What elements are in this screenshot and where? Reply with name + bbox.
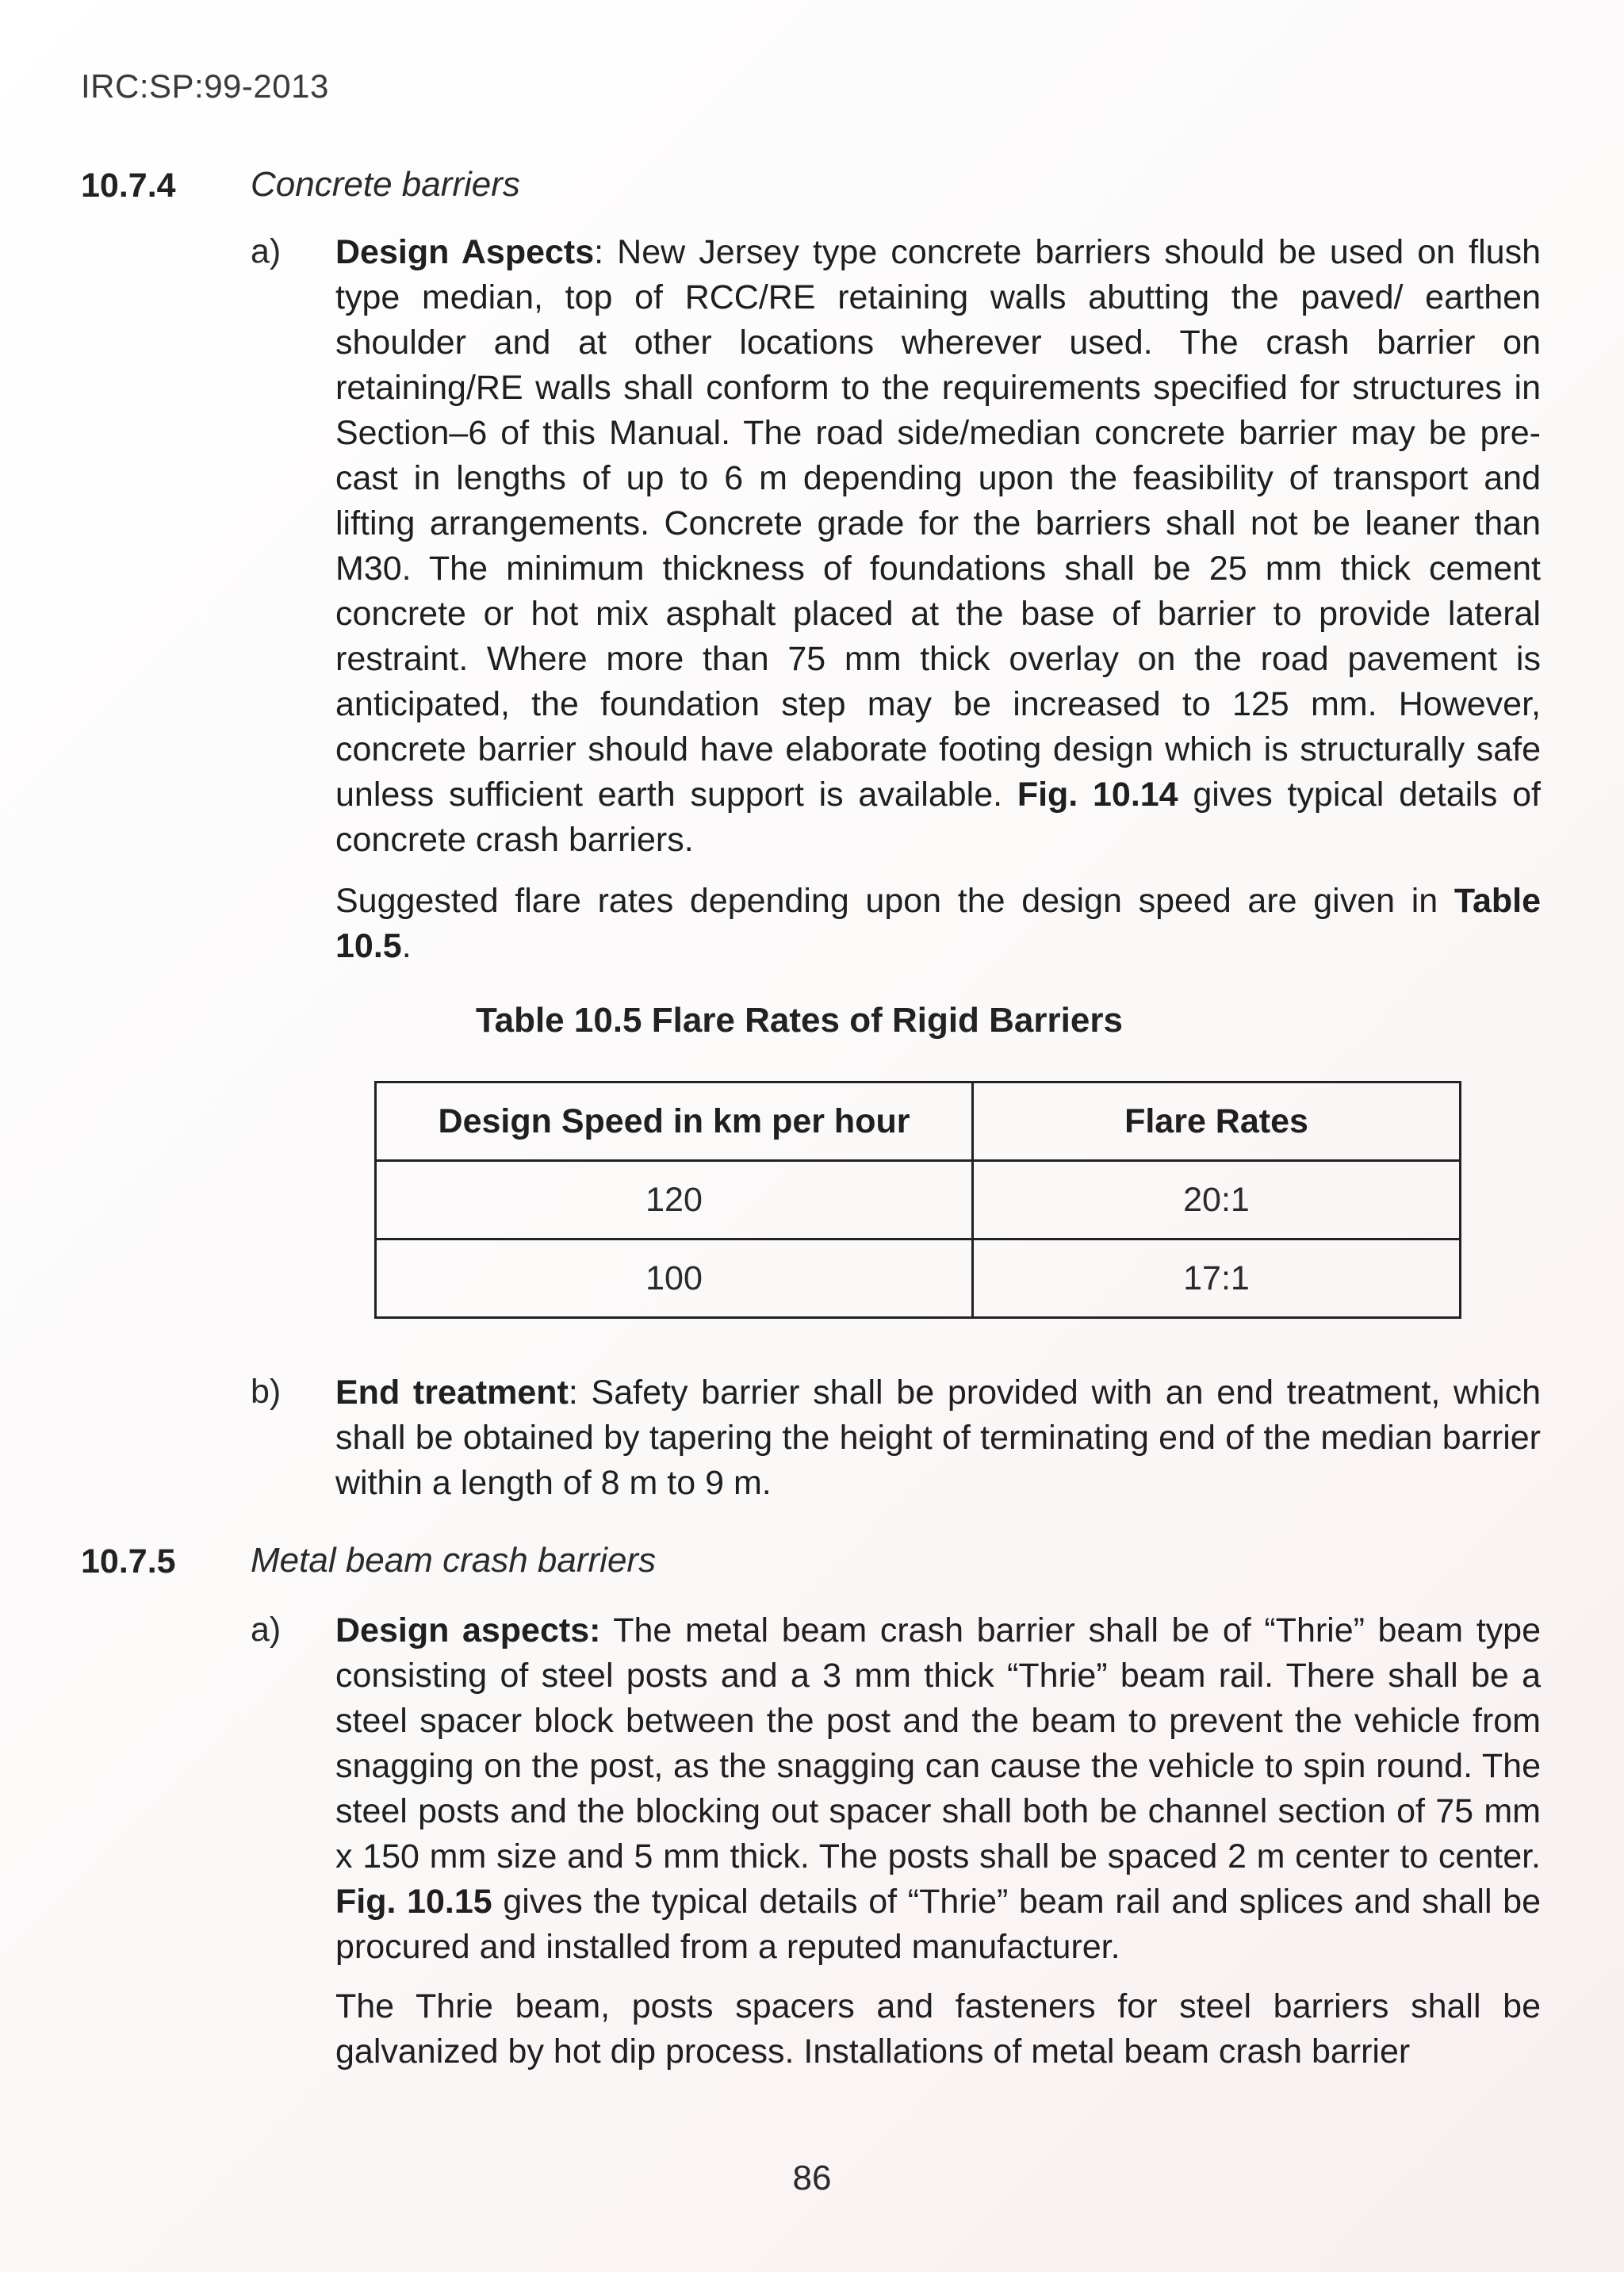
page-number: 86 xyxy=(792,2159,832,2197)
para-text-tail: gives the typical details of “Thrie” beam rail and splices and shall be procured and installed from a reputed manufacturer. xyxy=(335,1883,1541,1966)
para-text-tail: . xyxy=(401,927,412,965)
table-row xyxy=(376,1239,1461,1318)
para-lead: End treatment xyxy=(335,1374,569,1412)
section-number: 10.7.5 xyxy=(81,1542,176,1580)
para-text: : New Jersey type concrete barriers should be used on flush type median, top of RCC/RE retaining walls abutting the paved/ earthen shoulder and at other locations wherever used. The crash barrier on retaining/RE walls shall conform to the requirements specified for structures in Section–6 of this Manual. The road side/median concrete barrier may be pre-cast in lengths of up to 6 m depending upon the feasibility of transport and lifting arrangements. Concrete grade for the barriers shall not be leaner than M30. The minimum thickness of foundations shall be 25 mm thick cement concrete or hot mix asphalt placed at the base of barrier to provide lateral restraint. Where more than 75 mm thick overlay on the road pavement is anticipated, the foundation step may be increased to 125 mm. However, concrete barrier should have elaborate footing design which is structurally safe unless sufficient earth support is available. xyxy=(335,233,1542,814)
table-header-cell: Design Speed in km per hour xyxy=(376,1082,973,1161)
design-aspects-paragraph xyxy=(335,230,1541,863)
table-caption: Table 10.5 Flare Rates of Rigid Barriers xyxy=(476,1001,1123,1040)
item-label: b) xyxy=(251,1373,282,1411)
para-text: The metal beam crash barrier shall be of “Thrie” beam type consisting of steel posts and a 3 mm thick “Thrie” beam rail. There shall be a steel spacer block between the post and the beam to prevent the vehicle from snagging on the post, as the snagging can cause the vehicle to spin round. The steel posts and the blocking out spacer shall both be channel section of 75 mm x 150 mm size and 5 mm thick. The posts shall be spaced 2 m center to center. xyxy=(335,1611,1541,1875)
galvanizing-paragraph: The Thrie beam, posts spacers and fasteners for steel barriers shall be galvanized by hot dip process. Installations of metal beam crash barrier xyxy=(335,1987,1541,2071)
section-title: Metal beam crash barriers xyxy=(251,1541,657,1580)
para-text: Suggested flare rates depending upon the design speed are given in xyxy=(335,882,1454,920)
item-label: a) xyxy=(251,1611,282,1649)
para-lead: Design Aspects xyxy=(335,233,595,271)
section-number: 10.7.4 xyxy=(81,167,176,205)
figure-reference: Fig. 10.14 xyxy=(1017,776,1178,814)
table-cell: 120 xyxy=(376,1161,973,1239)
para-text: : Safety barrier shall be provided with an end treatment, which shall be obtained by tapering the height of terminating end of the median barrier within a length of 8 m to 9 m. xyxy=(335,1374,1541,1502)
running-header: IRC:SP:99-2013 xyxy=(81,67,329,105)
table-cell: 17:1 xyxy=(973,1239,1461,1318)
metal-beam-design-paragraph xyxy=(335,1608,1541,1970)
table-cell: 20:1 xyxy=(973,1161,1461,1239)
para-text-tail: gives typical details of concrete crash barriers. xyxy=(335,776,1541,859)
item-label: a) xyxy=(251,232,282,270)
end-treatment-paragraph xyxy=(335,1370,1541,1506)
table-header-cell: Flare Rates xyxy=(973,1082,1461,1161)
flare-rates-table xyxy=(374,1081,1461,1319)
table-header-row xyxy=(376,1082,1461,1161)
table-reference: Table 10.5 xyxy=(335,882,1541,965)
para-lead: Design aspects: xyxy=(335,1611,601,1649)
flare-rate-paragraph xyxy=(335,879,1541,969)
table-cell: 100 xyxy=(376,1239,973,1318)
section-title: Concrete barriers xyxy=(251,165,520,204)
figure-reference: Fig. 10.15 xyxy=(335,1883,492,1921)
table-row xyxy=(376,1161,1461,1239)
